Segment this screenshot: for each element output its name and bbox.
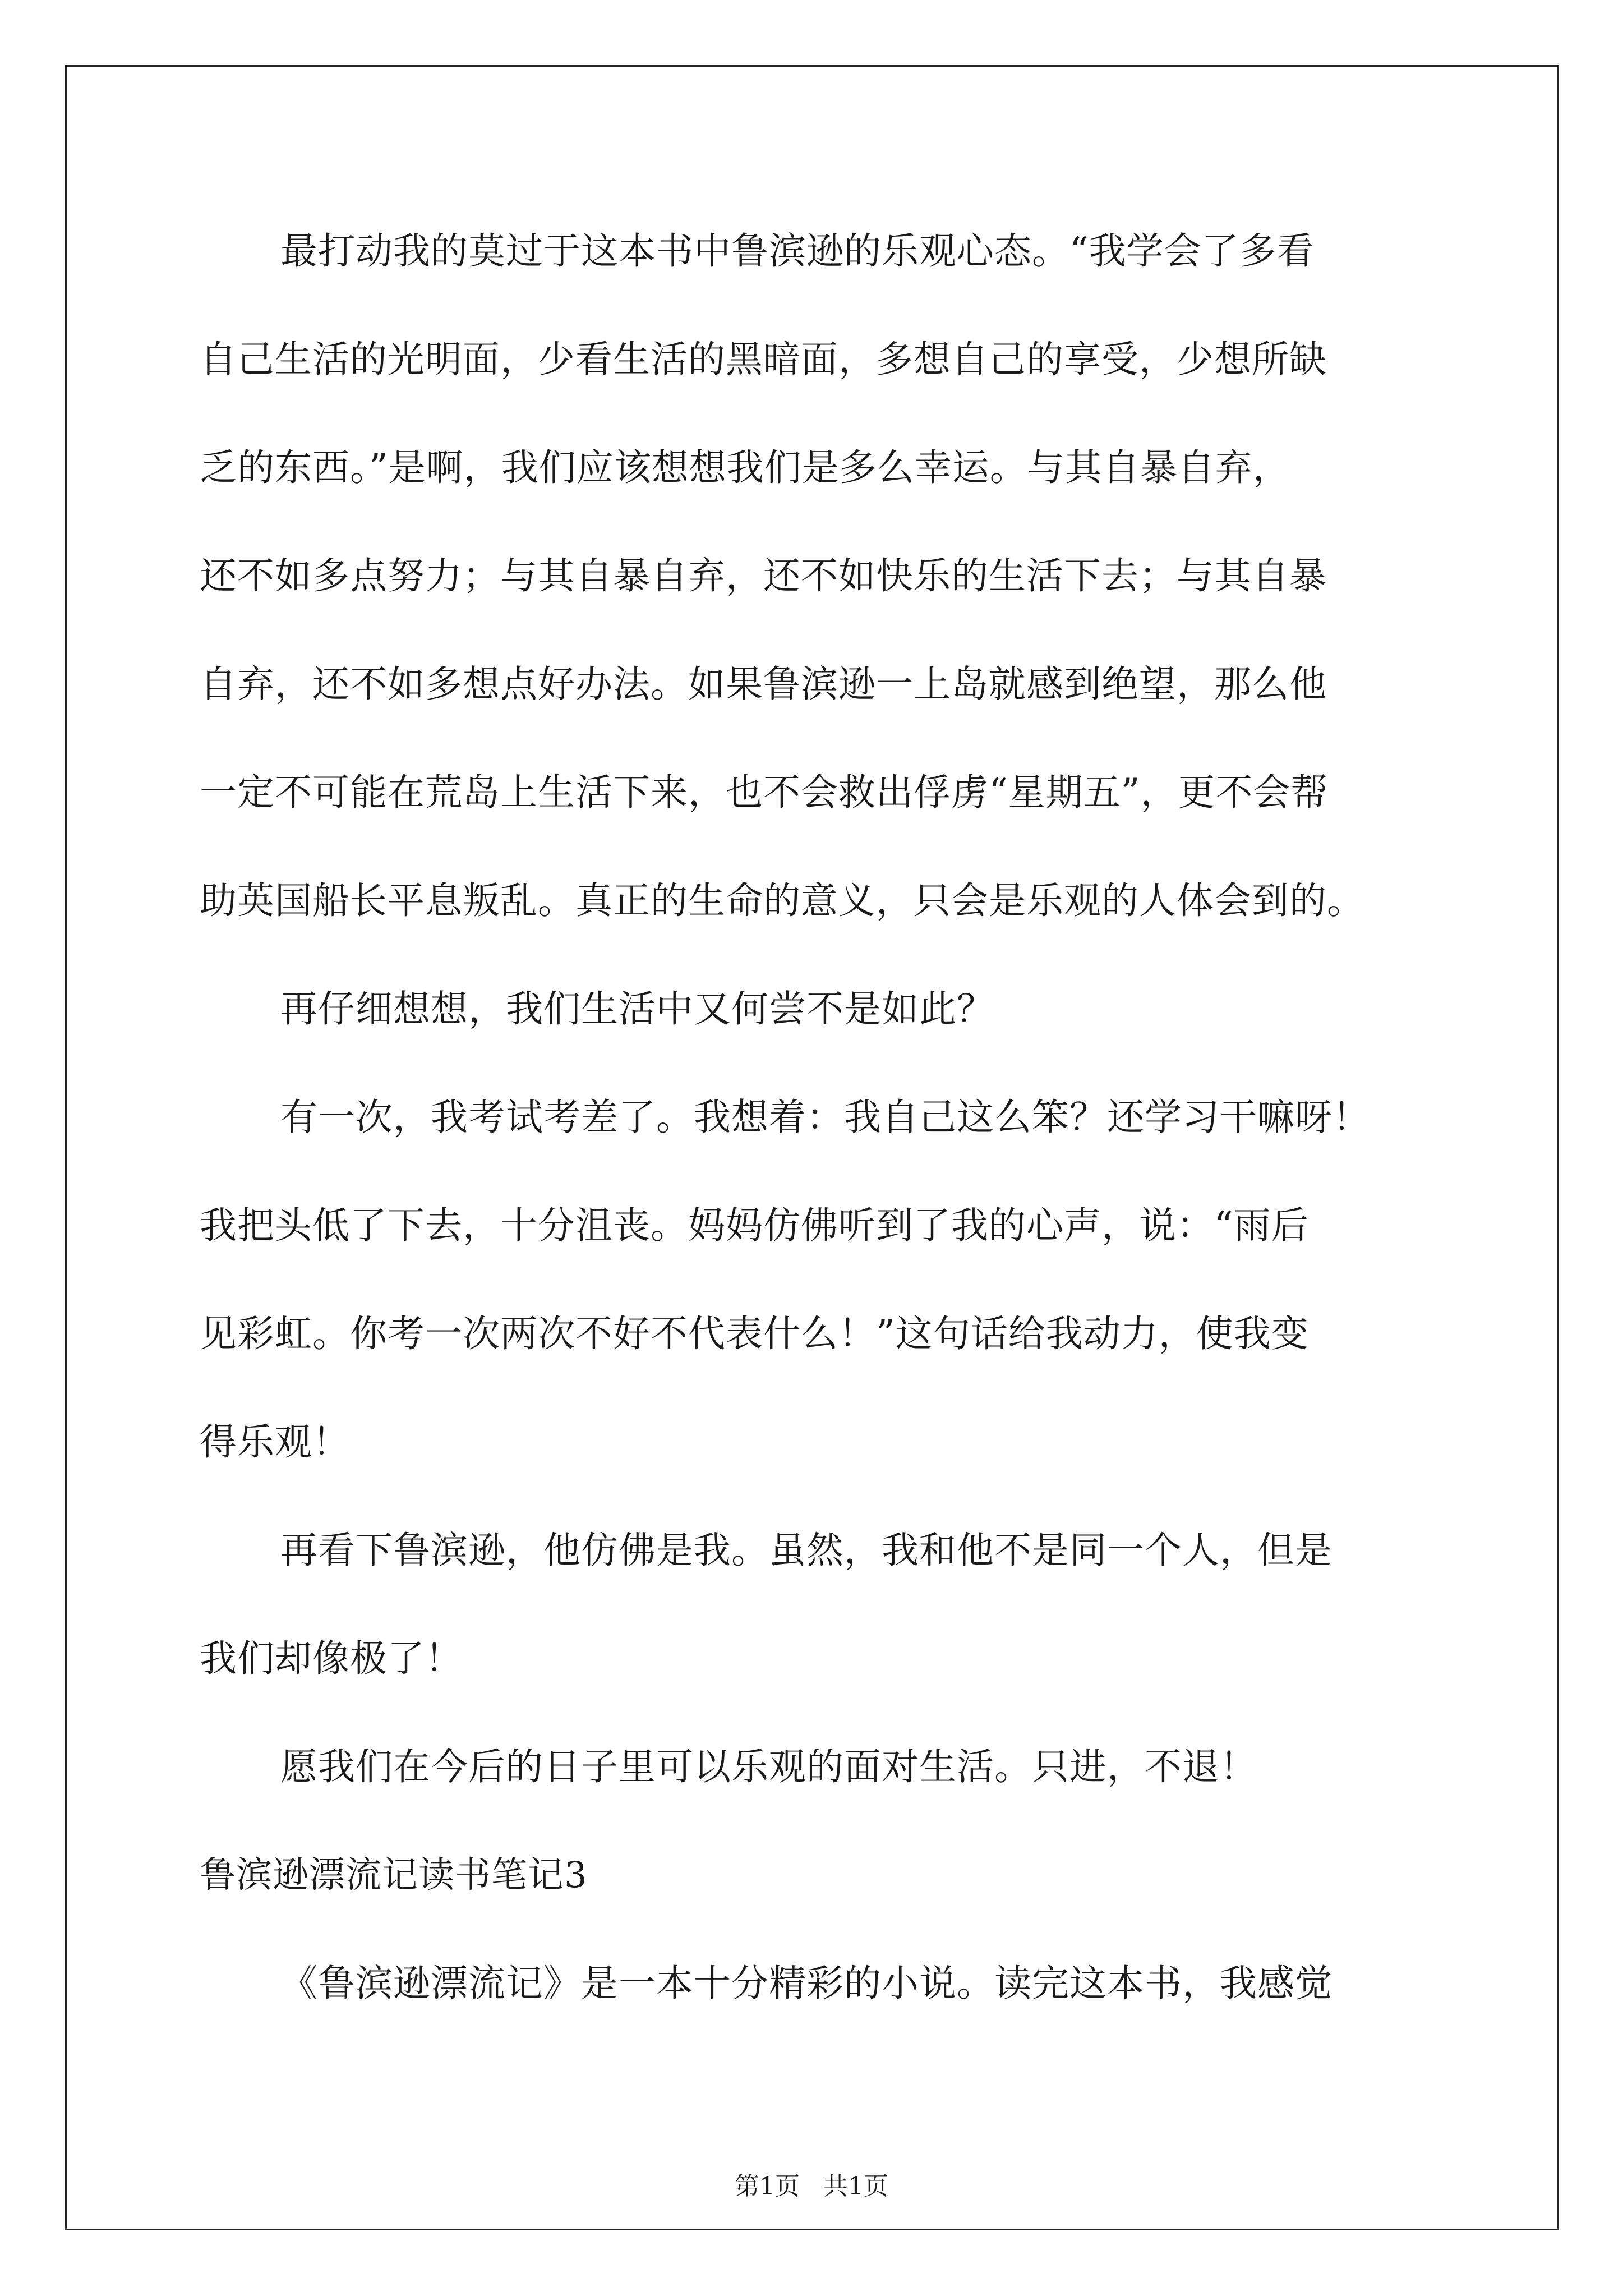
paragraph-1-line-1: 最打动我的莫过于这本书中鲁滨逊的乐观心态。“我学会了多看: [280, 229, 1315, 273]
paragraph-1-line-6: 一定不可能在荒岛上生活下来，也不会救出俘虏“星期五”，更不会帮: [200, 771, 1329, 814]
paragraph-4-line-2: 我们却像极了！: [200, 1637, 463, 1680]
page-border: [65, 65, 1559, 2230]
section-heading: 鲁滨逊漂流记读书笔记3: [200, 1855, 588, 1896]
paragraph-1-line-2: 自己生活的光明面，少看生活的黑暗面，多想自己的享受，少想所缺: [200, 338, 1327, 381]
paragraph-1-line-7: 助英国船长平息叛乱。真正的生命的意义，只会是乐观的人体会到的。: [200, 879, 1364, 922]
paragraph-3-line-3: 见彩虹。你考一次两次不好不代表什么！”这句话给我动力，使我变: [200, 1312, 1309, 1355]
paragraph-3-line-2: 我把头低了下去，十分沮丧。妈妈仿佛听到了我的心声，说：“雨后: [200, 1204, 1309, 1247]
page-footer: 第1页 共1页: [735, 2172, 888, 2201]
paragraph-1-line-4: 还不如多点努力；与其自暴自弃，还不如快乐的生活下去；与其自暴: [200, 554, 1327, 597]
paragraph-6-line-1: 《鲁滨逊漂流记》是一本十分精彩的小说。读完这本书，我感觉: [280, 1962, 1332, 2005]
paragraph-1-line-5: 自弃，还不如多想点好办法。如果鲁滨逊一上岛就感到绝望，那么他: [200, 662, 1327, 706]
paragraph-3-line-1: 有一次，我考试考差了。我想着：我自己这么笨？还学习干嘛呀！: [280, 1096, 1370, 1139]
paragraph-3-line-4: 得乐观！: [200, 1420, 350, 1464]
paragraph-1-line-3: 乏的东西。”是啊，我们应该想想我们是多么幸运。与其自暴自弃，: [200, 446, 1290, 489]
paragraph-4-line-1: 再看下鲁滨逊，他仿佛是我。虽然，我和他不是同一个人，但是: [280, 1529, 1332, 1572]
paragraph-5-line-1: 愿我们在今后的日子里可以乐观的面对生活。只进，不退！: [280, 1745, 1257, 1788]
paragraph-2-line-1: 再仔细想想，我们生活中又何尝不是如此？: [280, 987, 994, 1030]
